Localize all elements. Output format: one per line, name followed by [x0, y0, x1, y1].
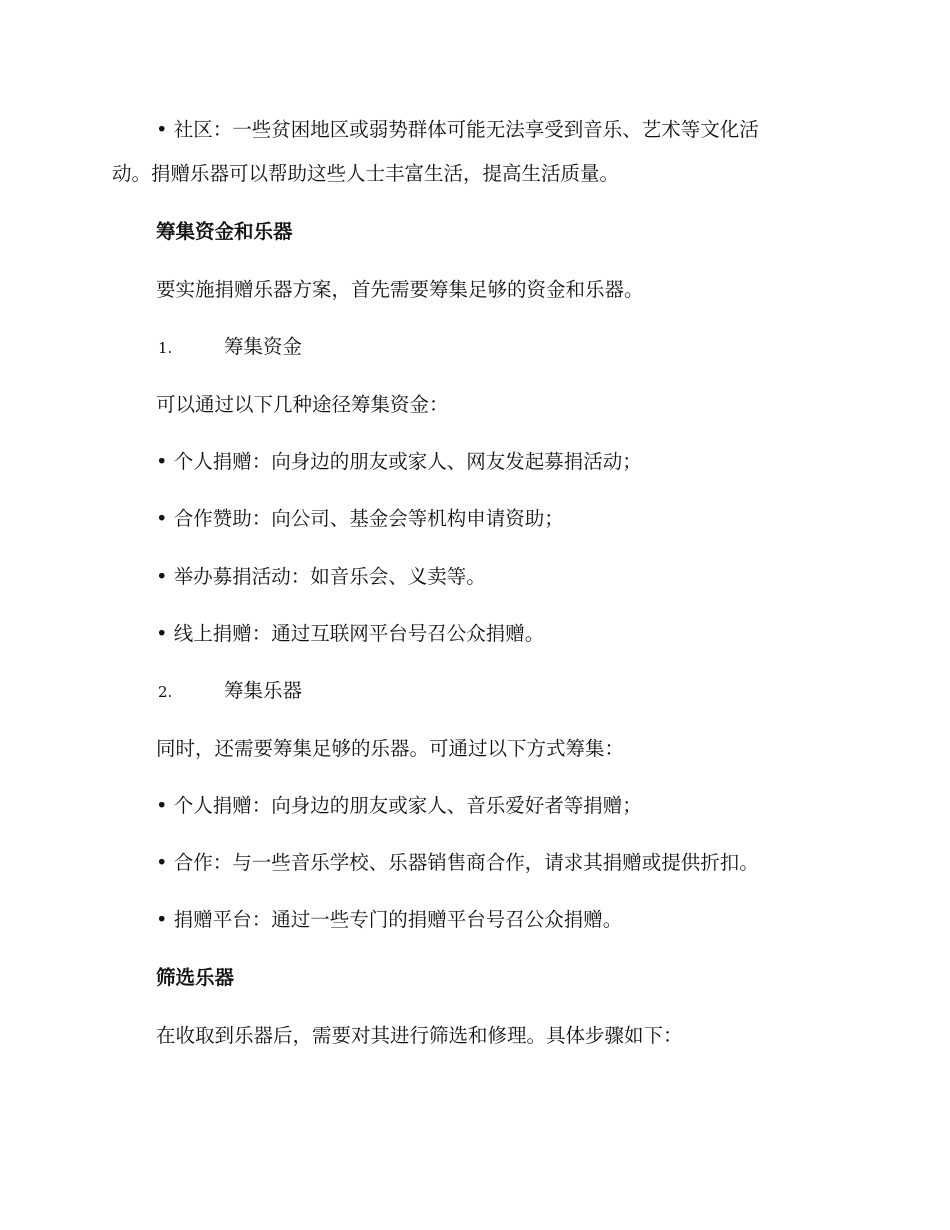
- list-item-raise-instruments: 筹集乐器: [224, 679, 303, 702]
- bullet-funds-sponsorship: • 合作赞助：向公司、基金会等机构申请资助；: [156, 507, 564, 530]
- bullet-instruments-personal: • 个人捐赠：向身边的朋友或家人、音乐爱好者等捐赠；: [156, 794, 642, 817]
- bullet-funds-events: • 举办募捐活动：如音乐会、义卖等。: [156, 565, 486, 588]
- paragraph-instruments-intro: 同时，还需要筹集足够的乐器。可通过以下方式筹集：: [156, 737, 625, 760]
- list-number-1: 1.: [158, 339, 173, 357]
- bullet-funds-personal: • 个人捐赠：向身边的朋友或家人、网友发起募捐活动；: [156, 450, 642, 473]
- list-item-raise-funds: 筹集资金: [224, 335, 303, 358]
- paragraph-community-line2: 动。捐赠乐器可以帮助这些人士丰富生活，提高生活质量。: [112, 162, 620, 185]
- bullet-instruments-partnership: • 合作：与一些音乐学校、乐器销售商合作，请求其捐赠或提供折扣。: [156, 851, 759, 874]
- paragraph-funds-intro: 可以通过以下几种途径筹集资金：: [156, 393, 449, 416]
- paragraph-screen-intro: 在收取到乐器后，需要对其进行筛选和修理。具体步骤如下：: [156, 1024, 683, 1047]
- paragraph-community-line1: • 社区：一些贫困地区或弱势群体可能无法享受到音乐、艺术等文化活: [156, 118, 759, 141]
- bullet-funds-online: • 线上捐赠：通过互联网平台号召公众捐赠。: [156, 622, 545, 645]
- heading-raise-funds-instruments: 筹集资金和乐器: [156, 220, 293, 243]
- list-number-2: 2.: [158, 683, 173, 701]
- bullet-instruments-platform: • 捐赠平台：通过一些专门的捐赠平台号召公众捐赠。: [156, 908, 623, 931]
- heading-screen-instruments: 筛选乐器: [156, 966, 235, 989]
- paragraph-raise-intro: 要实施捐赠乐器方案，首先需要筹集足够的资金和乐器。: [156, 278, 644, 301]
